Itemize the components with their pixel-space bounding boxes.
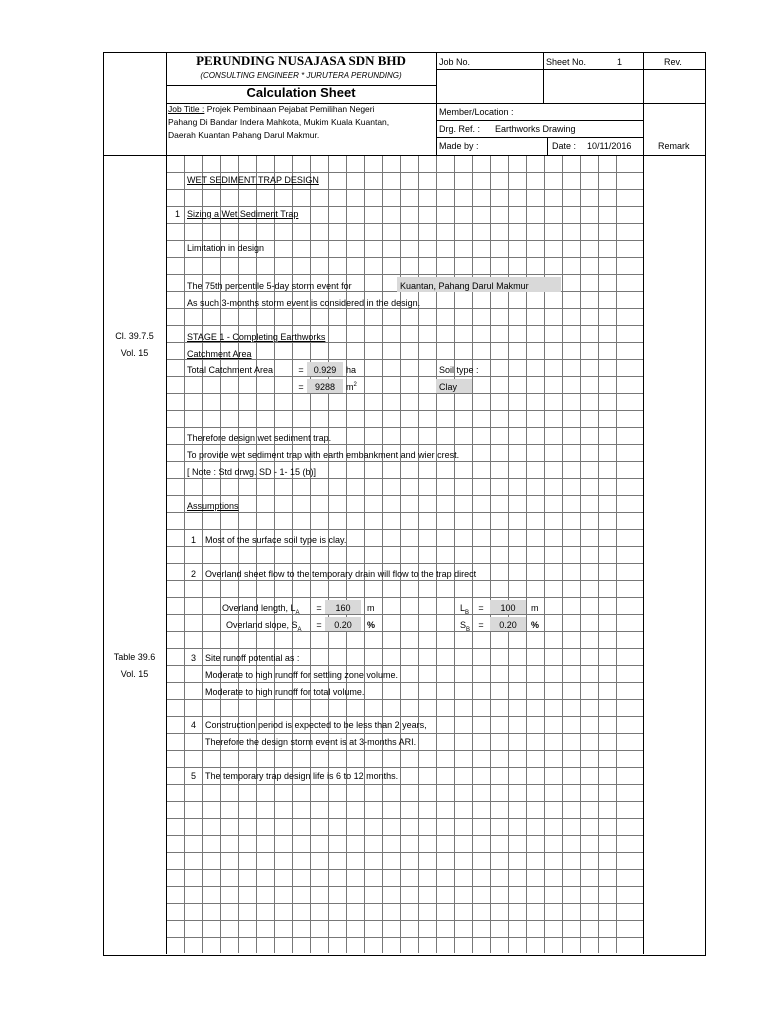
- overland-slope-label: Overland slope, S: [226, 620, 298, 630]
- overland-slope-value: 0.20: [334, 620, 352, 630]
- ref-table-vol: Vol. 15: [120, 669, 149, 679]
- equals-sign: =: [298, 365, 304, 375]
- unit-percent: %: [531, 620, 540, 630]
- equals-sign: =: [478, 620, 484, 630]
- sheet-no-value: 1: [617, 57, 623, 67]
- unit-ha: ha: [346, 365, 357, 375]
- sb-label: S: [460, 620, 467, 630]
- assumption-text: Overland sheet flow to the temporary drain will flow to the trap direct: [205, 569, 477, 579]
- area-m2-value: 9288: [314, 382, 336, 392]
- overland-slope-subscript: A: [297, 626, 302, 633]
- assumption-text-line: Therefore the design storm event is at 3-months ARI.: [205, 737, 417, 747]
- assumption-text-line: Moderate to high runoff for total volume.: [205, 687, 365, 697]
- unit-m: m: [367, 603, 375, 613]
- company-subtitle: (CONSULTING ENGINEER * JURUTERA PERUNDING): [200, 71, 402, 80]
- assumptions-title: Assumptions: [187, 501, 239, 511]
- assumption-text: The temporary trap design life is 6 to 12 months.: [205, 771, 399, 781]
- section-heading: WET SEDIMENT TRAP DESIGN: [187, 175, 319, 185]
- lb-value: 100: [500, 603, 516, 613]
- unit-m2-exponent: 2: [353, 382, 357, 388]
- storm-text: The 75th percentile 5-day storm event for: [187, 281, 352, 291]
- sb-subscript: B: [466, 626, 471, 633]
- equals-sign: =: [316, 620, 322, 630]
- made-by-label: Made by :: [439, 141, 479, 151]
- assumption-text: Most of the surface soil type is clay.: [205, 535, 347, 545]
- item-number: 5: [191, 771, 197, 781]
- storm-location: Kuantan, Pahang Darul Makmur: [400, 281, 529, 291]
- catchment-title: Catchment Area: [187, 349, 252, 359]
- assumption-text: Site runoff potential as :: [205, 653, 300, 663]
- sizing-title: Sizing a Wet Sediment Trap: [187, 209, 299, 219]
- item-number: 1: [175, 209, 181, 219]
- storm-followup: As such 3-months storm event is considered in the design.: [187, 298, 421, 308]
- overland-length-label: Overland length, L: [222, 603, 296, 613]
- sb-value: 0.20: [499, 620, 517, 630]
- assumption-text: Construction period is expected to be less than 2 years,: [205, 720, 427, 730]
- ref-clause: Cl. 39.7.5: [115, 331, 154, 341]
- item-number: 1: [191, 535, 197, 545]
- therefore-text: Therefore design wet sediment trap.: [187, 433, 332, 443]
- stage-title: STAGE 1 - Completing Earthworks: [187, 332, 326, 342]
- item-number: 4: [191, 720, 197, 730]
- overland-length-subscript: A: [295, 609, 300, 616]
- lb-label: L: [460, 603, 466, 613]
- item-number: 3: [191, 653, 197, 663]
- job-title-line2: Pahang Di Bandar Indera Mahkota, Mukim Kuala Kuantan,: [168, 117, 390, 127]
- unit-percent: %: [367, 620, 376, 630]
- ref-clause-vol: Vol. 15: [120, 348, 149, 358]
- lb-subscript: B: [465, 609, 470, 616]
- job-title-label: Job Title :: [168, 104, 205, 114]
- item-number: 2: [191, 569, 197, 579]
- date-value: 10/11/2016: [587, 141, 632, 151]
- member-location-label: Member/Location :: [439, 107, 514, 117]
- drg-ref-value: Earthworks Drawing: [495, 124, 576, 134]
- unit-m: m: [531, 603, 539, 613]
- ref-table: Table 39.6: [113, 652, 156, 662]
- drg-ref-label: Drg. Ref. :: [439, 124, 481, 134]
- job-title-line3: Daerah Kuantan Pahang Darul Makmur.: [168, 130, 320, 140]
- equals-sign: =: [316, 603, 322, 613]
- equals-sign: =: [478, 603, 484, 613]
- note-text: [ Note : Std drwg. SD - 1- 15 (b)]: [187, 467, 317, 477]
- job-no-label: Job No.: [439, 57, 471, 67]
- date-label: Date :: [552, 141, 577, 151]
- remark-label: Remark: [658, 141, 690, 151]
- area-ha-value: 0.929: [313, 365, 337, 375]
- soil-type-value: Clay: [439, 382, 458, 392]
- assumption-text-line: Moderate to high runoff for settling zone volume.: [205, 670, 398, 680]
- rev-label: Rev.: [664, 57, 682, 67]
- total-catchment-label: Total Catchment Area: [187, 365, 274, 375]
- sheet-no-label: Sheet No.: [546, 57, 587, 67]
- overland-length-value: 160: [335, 603, 351, 613]
- provide-text: To provide wet sediment trap with earth embankment and wier crest.: [187, 450, 460, 460]
- sheet-title: Calculation Sheet: [246, 85, 356, 100]
- equals-sign: =: [298, 382, 304, 392]
- company-name: PERUNDING NUSAJASA SDN BHD: [196, 53, 406, 68]
- job-title-line1: Projek Pembinaan Pejabat Pemilihan Negeri: [206, 104, 375, 114]
- unit-m2: m: [346, 382, 354, 392]
- soil-type-label: Soil type :: [439, 365, 479, 375]
- limitation-text: Limitation in design: [187, 243, 265, 253]
